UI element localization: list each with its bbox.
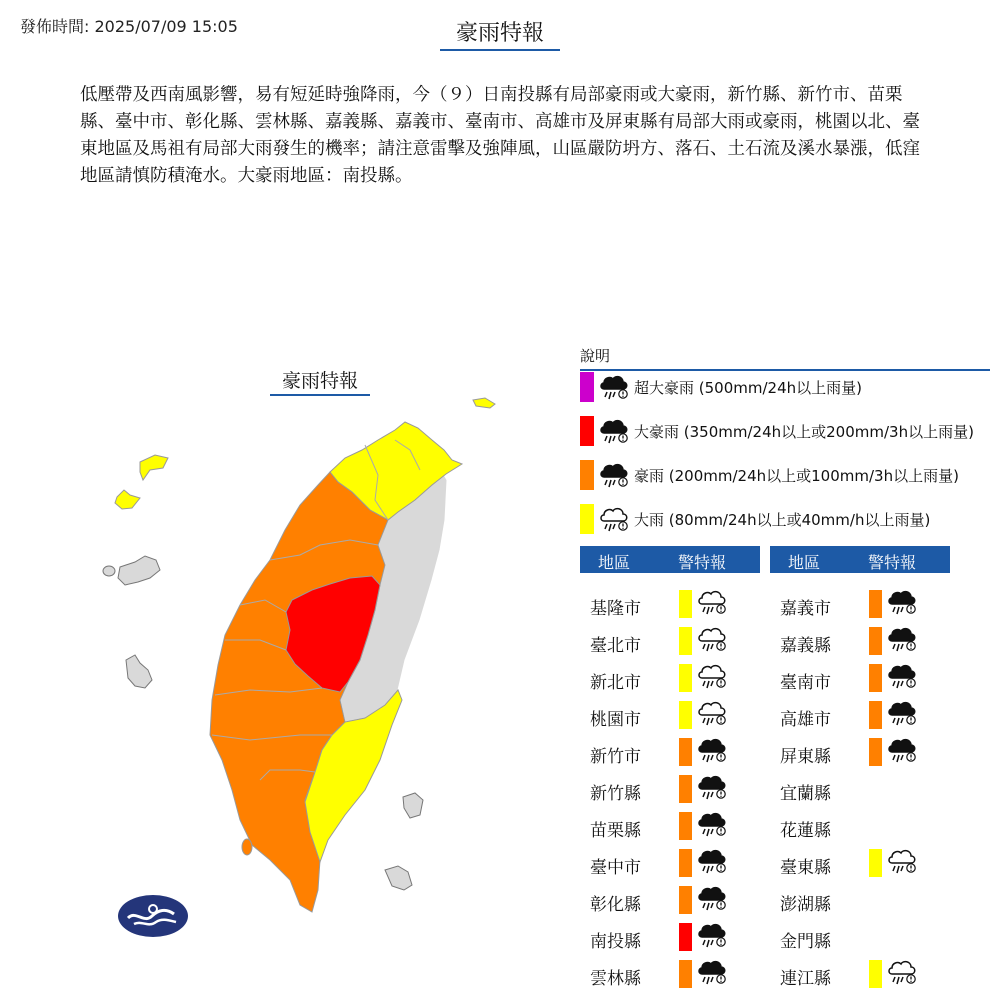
torrential-rain-icon: [696, 734, 728, 766]
region-name: 高雄市: [780, 710, 831, 730]
legend-label: 超大豪雨 (500mm/24h以上雨量): [634, 378, 862, 397]
heavy-rain-icon: [598, 503, 630, 535]
torrential-rain-icon: [696, 845, 728, 877]
region-name: 屏東縣: [780, 747, 831, 767]
torrential-rain-icon: [696, 845, 728, 877]
legend-swatch: [580, 504, 594, 534]
region-name: 新竹縣: [590, 784, 641, 804]
region-name: 金門縣: [780, 932, 831, 952]
table-row: [770, 845, 950, 882]
legend-swatch: [580, 416, 594, 446]
table-row: [580, 845, 760, 882]
warning-level-bar: [869, 738, 882, 766]
region-name: 臺中市: [590, 858, 641, 878]
table-row: [580, 623, 760, 660]
region-name: 臺東縣: [780, 858, 831, 878]
region-name: 宜蘭縣: [780, 784, 831, 804]
heavy-rain-icon: [696, 660, 728, 692]
torrential-rain-icon: [696, 882, 728, 914]
map-island-matsu-3: [115, 490, 140, 509]
table-row: [770, 660, 950, 697]
warning-level-bar: [679, 701, 692, 729]
torrential-rain-icon: [598, 459, 630, 491]
table-header-left: [580, 546, 760, 573]
torrential-rain-icon: [696, 771, 728, 803]
region-name: 花蓮縣: [780, 821, 831, 841]
map-island-kinmen: [118, 556, 160, 585]
region-name: 嘉義縣: [780, 636, 831, 656]
heavy-rain-icon: [696, 697, 728, 729]
heavy-rain-icon: [696, 623, 728, 655]
map-island-green: [403, 793, 423, 818]
warning-level-bar: [679, 849, 692, 877]
page-title: 豪雨特報: [440, 16, 560, 51]
table-row: [580, 771, 760, 808]
super-torrential-rain-icon: [598, 371, 630, 403]
torrential-rain-icon: [696, 808, 728, 840]
torrential-rain-icon: [886, 623, 918, 655]
warning-level-bar: [869, 664, 882, 692]
torrential-rain-icon: [886, 586, 918, 618]
header-warning: 警特報: [868, 553, 917, 572]
table-row: [580, 586, 760, 623]
warning-level-bar: [869, 590, 882, 618]
heavy-rain-icon: [696, 586, 728, 618]
legend-swatch: [580, 460, 594, 490]
heavy-rain-icon: [886, 845, 918, 877]
torrential-rain-icon: [696, 882, 728, 914]
map-island-matsu-1: [473, 398, 495, 408]
warning-level-bar: [869, 701, 882, 729]
torrential-rain-icon: [696, 734, 728, 766]
table-row: [770, 734, 950, 771]
extremely-torrential-rain-icon: [598, 415, 630, 447]
warning-level-bar: [679, 775, 692, 803]
taiwan-warning-map: [100, 390, 500, 920]
table-row: [770, 586, 950, 623]
map-island-liuqiu: [242, 839, 252, 855]
region-name: 連江縣: [780, 969, 831, 989]
legend-label: 豪雨 (200mm/24h以上或100mm/3h以上雨量): [634, 466, 959, 485]
table-row: [770, 771, 950, 808]
region-name: 苗栗縣: [590, 821, 641, 841]
region-name: 雲林縣: [590, 969, 641, 989]
table-row: [770, 808, 950, 845]
cwa-logo-icon: [118, 894, 188, 938]
table-row: [580, 882, 760, 919]
extremely-torrential-rain-icon: [696, 919, 728, 951]
torrential-rain-icon: [886, 623, 918, 655]
map-island-matsu-2: [140, 455, 168, 480]
region-name: 桃園市: [590, 710, 641, 730]
region-name: 澎湖縣: [780, 895, 831, 915]
header-warning: 警特報: [678, 553, 727, 572]
torrential-rain-icon: [696, 808, 728, 840]
heavy-rain-icon: [886, 956, 918, 988]
table-row: [770, 919, 950, 956]
legend-item-heavy: [580, 503, 930, 535]
torrential-rain-icon: [886, 697, 918, 729]
publish-time: 發佈時間: 2025/07/09 15:05: [20, 17, 238, 36]
torrential-rain-icon: [886, 586, 918, 618]
extremely-torrential-rain-icon: [598, 415, 630, 447]
table-row: [580, 697, 760, 734]
legend-item-torrential: [580, 459, 959, 491]
table-row: [770, 956, 950, 993]
torrential-rain-icon: [886, 660, 918, 692]
torrential-rain-icon: [886, 697, 918, 729]
table-row: [770, 697, 950, 734]
map-island-penghu: [126, 655, 152, 688]
legend-label: 大豪雨 (350mm/24h以上或200mm/3h以上雨量): [634, 422, 974, 441]
torrential-rain-icon: [696, 956, 728, 988]
region-name: 新北市: [590, 673, 641, 693]
region-name: 臺南市: [780, 673, 831, 693]
heavy-rain-icon: [886, 956, 918, 988]
region-name: 基隆市: [590, 599, 641, 619]
header-region: 地區: [788, 553, 821, 572]
table-header-right: [770, 546, 950, 573]
warning-level-bar: [679, 923, 692, 951]
legend-item-super: [580, 371, 862, 403]
heavy-rain-icon: [598, 503, 630, 535]
region-name: 新竹市: [590, 747, 641, 767]
table-row: [580, 808, 760, 845]
torrential-rain-icon: [886, 734, 918, 766]
map-title: 豪雨特報: [270, 366, 370, 396]
header-region: 地區: [598, 553, 631, 572]
warning-level-bar: [679, 812, 692, 840]
table-row: [580, 660, 760, 697]
region-name: 彰化縣: [590, 895, 641, 915]
legend-label: 大雨 (80mm/24h以上或40mm/h以上雨量): [634, 510, 931, 529]
legend-swatch: [580, 372, 594, 402]
table-row: [580, 734, 760, 771]
map-island-orchid: [385, 866, 412, 890]
torrential-rain-icon: [886, 734, 918, 766]
torrential-rain-icon: [696, 956, 728, 988]
torrential-rain-icon: [886, 660, 918, 692]
table-row: [580, 919, 760, 956]
warning-level-bar: [679, 738, 692, 766]
torrential-rain-icon: [598, 459, 630, 491]
warning-level-bar: [869, 849, 882, 877]
region-name: 嘉義市: [780, 599, 831, 619]
heavy-rain-icon: [696, 623, 728, 655]
extremely-torrential-rain-icon: [696, 919, 728, 951]
heavy-rain-icon: [696, 660, 728, 692]
warning-level-bar: [679, 960, 692, 988]
warning-level-bar: [869, 627, 882, 655]
warning-level-bar: [679, 590, 692, 618]
region-name: 南投縣: [590, 932, 641, 952]
table-row: [580, 956, 760, 993]
torrential-rain-icon: [696, 771, 728, 803]
map-island-kinmen-small: [103, 566, 115, 576]
warning-description: 低壓帶及西南風影響，易有短延時強降雨，今（９）日南投縣有局部豪雨或大豪雨，新竹縣、新竹市、苗栗縣、臺中市、彰化縣、雲林縣、嘉義縣、嘉義市、臺南市、高雄市及屏東縣有局部大雨或豪雨，桃園以北、臺東地區及馬祖有局部大雨發生的機率；請注意雷擊及強陣風，山區嚴防坍方、落石、土石流及溪水暴漲，低窪地區請慎防積淹水。大豪雨地區：南投縣。: [80, 85, 920, 186]
heavy-rain-icon: [696, 586, 728, 618]
warning-level-bar: [679, 627, 692, 655]
heavy-rain-icon: [696, 697, 728, 729]
super-torrential-rain-icon: [598, 371, 630, 403]
legend-item-extreme: [580, 415, 974, 447]
table-row: [770, 623, 950, 660]
warning-level-bar: [679, 664, 692, 692]
warning-level-bar: [869, 960, 882, 988]
warning-level-bar: [679, 886, 692, 914]
region-name: 臺北市: [590, 636, 641, 656]
legend-heading: 說明: [580, 345, 990, 371]
table-row: [770, 882, 950, 919]
heavy-rain-icon: [886, 845, 918, 877]
